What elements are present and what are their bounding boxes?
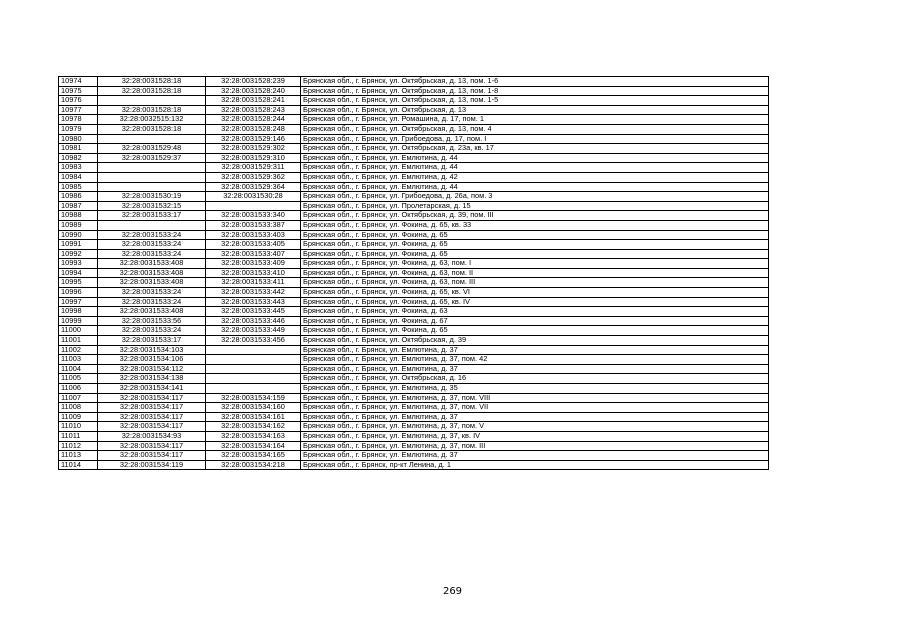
row-number-cell: 11006 xyxy=(59,384,98,394)
parent-cadastral-number-cell: 32:28:0031528:18 xyxy=(98,77,206,87)
table-row xyxy=(59,105,769,115)
row-number-cell: 10979 xyxy=(59,124,98,134)
parent-cadastral-number-cell xyxy=(98,220,206,230)
table-row xyxy=(59,268,769,278)
cadastral-number-cell: 32:28:0031533:407 xyxy=(206,249,301,259)
parent-cadastral-number-cell xyxy=(98,96,206,106)
cadastral-number-cell xyxy=(206,364,301,374)
cadastral-number-cell: 32:28:0031534:218 xyxy=(206,460,301,470)
table-row xyxy=(59,326,769,336)
address-cell: Брянская обл., г. Брянск, ул. Фокина, д. 65, кв. VI xyxy=(301,288,769,298)
address-cell: Брянская обл., г. Брянск, ул. Октябрьская, д. 23а, кв. 17 xyxy=(301,144,769,154)
table-row xyxy=(59,124,769,134)
table-row xyxy=(59,288,769,298)
address-cell: Брянская обл., г. Брянск, ул. Фокина, д. 63 xyxy=(301,307,769,317)
parent-cadastral-number-cell: 32:28:0031533:17 xyxy=(98,211,206,221)
row-number-cell: 10987 xyxy=(59,201,98,211)
cadastral-number-cell: 32:28:0031529:362 xyxy=(206,172,301,182)
table-row xyxy=(59,86,769,96)
cadastral-number-cell: 32:28:0031529:302 xyxy=(206,144,301,154)
cadastral-number-cell: 32:28:0031528:241 xyxy=(206,96,301,106)
address-cell: Брянская обл., г. Брянск, ул. Октябрьская, д. 13, пом. 4 xyxy=(301,124,769,134)
row-number-cell: 10986 xyxy=(59,192,98,202)
address-cell: Брянская обл., г. Брянск, ул. Октябрьская, д. 16 xyxy=(301,374,769,384)
row-number-cell: 10993 xyxy=(59,259,98,269)
address-cell: Брянская обл., г. Брянск, ул. Октябрьская, д. 39, пом. III xyxy=(301,211,769,221)
parent-cadastral-number-cell: 32:28:0031534:117 xyxy=(98,451,206,461)
table-row xyxy=(59,403,769,413)
parent-cadastral-number-cell: 32:28:0031530:19 xyxy=(98,192,206,202)
row-number-cell: 11011 xyxy=(59,431,98,441)
row-number-cell: 10982 xyxy=(59,153,98,163)
row-number-cell: 10974 xyxy=(59,77,98,87)
row-number-cell: 10975 xyxy=(59,86,98,96)
row-number-cell: 10984 xyxy=(59,172,98,182)
address-cell: Брянская обл., г. Брянск, ул. Фокина, д. 65 xyxy=(301,240,769,250)
cadastral-number-cell: 32:28:0031528:240 xyxy=(206,86,301,96)
cadastral-number-cell: 32:28:0031533:411 xyxy=(206,278,301,288)
parent-cadastral-number-cell: 32:28:0031534:112 xyxy=(98,364,206,374)
parent-cadastral-number-cell: 32:28:0031533:408 xyxy=(98,278,206,288)
table-row xyxy=(59,259,769,269)
parent-cadastral-number-cell: 32:28:0031528:18 xyxy=(98,86,206,96)
cadastral-number-cell: 32:28:0031533:405 xyxy=(206,240,301,250)
parent-cadastral-number-cell: 32:28:0031528:18 xyxy=(98,124,206,134)
table-row xyxy=(59,240,769,250)
parent-cadastral-number-cell xyxy=(98,172,206,182)
address-cell: Брянская обл., г. Брянск, ул. Фокина, д. 65 xyxy=(301,230,769,240)
cadastral-number-cell: 32:28:0031528:248 xyxy=(206,124,301,134)
row-number-cell: 11003 xyxy=(59,355,98,365)
cadastral-number-cell: 32:28:0031533:456 xyxy=(206,336,301,346)
row-number-cell: 10988 xyxy=(59,211,98,221)
cadastral-number-cell: 32:28:0031533:443 xyxy=(206,297,301,307)
parent-cadastral-number-cell: 32:28:0031533:24 xyxy=(98,326,206,336)
table-row xyxy=(59,374,769,384)
table-row xyxy=(59,220,769,230)
address-cell: Брянская обл., г. Брянск, ул. Емлютина, д. 37, пом. VIII xyxy=(301,393,769,403)
table-row xyxy=(59,144,769,154)
table-row xyxy=(59,172,769,182)
address-cell: Брянская обл., г. Брянск, ул. Октябрьская, д. 13, пом. 1-8 xyxy=(301,86,769,96)
cadastral-number-cell: 32:28:0031529:311 xyxy=(206,163,301,173)
cadastral-number-cell: 32:28:0031528:243 xyxy=(206,105,301,115)
table-row xyxy=(59,153,769,163)
address-cell: Брянская обл., г. Брянск, ул. Емлютина, д. 44 xyxy=(301,153,769,163)
address-cell: Брянская обл., г. Брянск, ул. Грибоедова, д. 17, пом. I xyxy=(301,134,769,144)
cadastral-number-cell: 32:28:0031534:161 xyxy=(206,412,301,422)
row-number-cell: 10992 xyxy=(59,249,98,259)
parent-cadastral-number-cell: 32:28:0031529:37 xyxy=(98,153,206,163)
address-cell: Брянская обл., г. Брянск, ул. Фокина, д. 65, кв. IV xyxy=(301,297,769,307)
row-number-cell: 10994 xyxy=(59,268,98,278)
row-number-cell: 10998 xyxy=(59,307,98,317)
parent-cadastral-number-cell: 32:28:0031533:408 xyxy=(98,307,206,317)
row-number-cell: 11008 xyxy=(59,403,98,413)
table-row xyxy=(59,201,769,211)
row-number-cell: 11014 xyxy=(59,460,98,470)
row-number-cell: 10995 xyxy=(59,278,98,288)
table-row xyxy=(59,230,769,240)
address-cell: Брянская обл., г. Брянск, ул. Октябрьская, д. 13, пом. 1-6 xyxy=(301,77,769,87)
cadastral-number-cell: 32:28:0031528:244 xyxy=(206,115,301,125)
cadastral-number-cell: 32:28:0031533:403 xyxy=(206,230,301,240)
address-cell: Брянская обл., г. Брянск, ул. Емлютина, д. 37, пом. VII xyxy=(301,403,769,413)
parent-cadastral-number-cell xyxy=(98,134,206,144)
address-cell: Брянская обл., г. Брянск, ул. Емлютина, д. 42 xyxy=(301,172,769,182)
parent-cadastral-number-cell: 32:28:0031534:93 xyxy=(98,431,206,441)
parent-cadastral-number-cell: 32:28:0031534:141 xyxy=(98,384,206,394)
parent-cadastral-number-cell: 32:28:0031534:138 xyxy=(98,374,206,384)
address-cell: Брянская обл., г. Брянск, ул. Ромашина, д. 17, пом. 1 xyxy=(301,115,769,125)
address-cell: Брянская обл., г. Брянск, ул. Емлютина, д. 44 xyxy=(301,182,769,192)
row-number-cell: 10990 xyxy=(59,230,98,240)
table-row xyxy=(59,412,769,422)
row-number-cell: 11013 xyxy=(59,451,98,461)
row-number-cell: 11002 xyxy=(59,345,98,355)
address-cell: Брянская обл., г. Брянск, ул. Грибоедова, д. 26а, пом. 3 xyxy=(301,192,769,202)
table-row xyxy=(59,192,769,202)
cadastral-number-cell: 32:28:0031533:449 xyxy=(206,326,301,336)
table-row xyxy=(59,451,769,461)
row-number-cell: 11001 xyxy=(59,336,98,346)
page-number: 269 xyxy=(442,586,463,597)
cadastral-number-cell: 32:28:0031529:146 xyxy=(206,134,301,144)
table-row xyxy=(59,336,769,346)
parent-cadastral-number-cell: 32:28:0031528:18 xyxy=(98,105,206,115)
parent-cadastral-number-cell: 32:28:0031533:408 xyxy=(98,259,206,269)
address-cell: Брянская обл., г. Брянск, ул. Емлютина, д. 37 xyxy=(301,451,769,461)
address-cell: Брянская обл., г. Брянск, ул. Емлютина, д. 37, пом. 42 xyxy=(301,355,769,365)
address-cell: Брянская обл., г. Брянск, ул. Емлютина, д. 35 xyxy=(301,384,769,394)
parent-cadastral-number-cell: 32:28:0031533:24 xyxy=(98,249,206,259)
table-row xyxy=(59,384,769,394)
cadastral-number-cell: 32:28:0031533:446 xyxy=(206,316,301,326)
parent-cadastral-number-cell: 32:28:0032515:132 xyxy=(98,115,206,125)
parent-cadastral-number-cell: 32:28:0031534:117 xyxy=(98,403,206,413)
address-cell: Брянская обл., г. Брянск, ул. Емлютина, д. 37 xyxy=(301,345,769,355)
table-row xyxy=(59,431,769,441)
address-cell: Брянская обл., г. Брянск, ул. Фокина, д. 65 xyxy=(301,249,769,259)
table-row xyxy=(59,249,769,259)
table-row xyxy=(59,316,769,326)
table-row xyxy=(59,297,769,307)
cadastral-number-cell: 32:28:0031534:164 xyxy=(206,441,301,451)
address-cell: Брянская обл., г. Брянск, ул. Емлютина, д. 37, пом. V xyxy=(301,422,769,432)
row-number-cell: 11004 xyxy=(59,364,98,374)
parent-cadastral-number-cell: 32:28:0031534:117 xyxy=(98,412,206,422)
parent-cadastral-number-cell: 32:28:0031529:48 xyxy=(98,144,206,154)
row-number-cell: 10991 xyxy=(59,240,98,250)
row-number-cell: 10983 xyxy=(59,163,98,173)
cadastral-number-cell: 32:28:0031533:387 xyxy=(206,220,301,230)
table-row xyxy=(59,163,769,173)
parent-cadastral-number-cell: 32:28:0031533:24 xyxy=(98,230,206,240)
row-number-cell: 10996 xyxy=(59,288,98,298)
table-row xyxy=(59,422,769,432)
cadastral-number-cell: 32:28:0031534:165 xyxy=(206,451,301,461)
cadastral-number-cell xyxy=(206,384,301,394)
address-cell: Брянская обл., г. Брянск, ул. Фокина, д. 65 xyxy=(301,326,769,336)
parent-cadastral-number-cell: 32:28:0031534:103 xyxy=(98,345,206,355)
table-row xyxy=(59,134,769,144)
table-row xyxy=(59,211,769,221)
cadastral-number-cell: 32:28:0031534:160 xyxy=(206,403,301,413)
row-number-cell: 10989 xyxy=(59,220,98,230)
table-row xyxy=(59,355,769,365)
table-row xyxy=(59,77,769,87)
cadastral-number-cell xyxy=(206,201,301,211)
address-cell: Брянская обл., г. Брянск, ул. Емлютина, д. 37 xyxy=(301,412,769,422)
row-number-cell: 10978 xyxy=(59,115,98,125)
table-row xyxy=(59,182,769,192)
row-number-cell: 11012 xyxy=(59,441,98,451)
cadastral-number-cell: 32:28:0031528:239 xyxy=(206,77,301,87)
address-cell: Брянская обл., г. Брянск, ул. Фокина, д. 65, кв. 33 xyxy=(301,220,769,230)
parent-cadastral-number-cell: 32:28:0031534:117 xyxy=(98,441,206,451)
row-number-cell: 11010 xyxy=(59,422,98,432)
cadastral-number-cell: 32:28:0031533:340 xyxy=(206,211,301,221)
address-cell: Брянская обл., г. Брянск, ул. Емлютина, д. 44 xyxy=(301,163,769,173)
parent-cadastral-number-cell: 32:28:0031533:24 xyxy=(98,288,206,298)
registry-table-body xyxy=(59,77,769,470)
property-registry-table xyxy=(58,76,769,470)
parent-cadastral-number-cell: 32:28:0031533:17 xyxy=(98,336,206,346)
row-number-cell: 11007 xyxy=(59,393,98,403)
row-number-cell: 10980 xyxy=(59,134,98,144)
cadastral-number-cell: 32:28:0031534:162 xyxy=(206,422,301,432)
row-number-cell: 10985 xyxy=(59,182,98,192)
cadastral-number-cell xyxy=(206,355,301,365)
address-cell: Брянская обл., г. Брянск, ул. Емлютина, д. 37, пом. III xyxy=(301,441,769,451)
parent-cadastral-number-cell: 32:28:0031532:15 xyxy=(98,201,206,211)
table-row xyxy=(59,345,769,355)
address-cell: Брянская обл., г. Брянск, ул. Октябрьская, д. 13 xyxy=(301,105,769,115)
table-row xyxy=(59,278,769,288)
address-cell: Брянская обл., г. Брянск, пр-кт Ленина, д. 1 xyxy=(301,460,769,470)
parent-cadastral-number-cell: 32:28:0031533:24 xyxy=(98,297,206,307)
row-number-cell: 10977 xyxy=(59,105,98,115)
table-row xyxy=(59,307,769,317)
row-number-cell: 11005 xyxy=(59,374,98,384)
cadastral-number-cell xyxy=(206,374,301,384)
cadastral-number-cell: 32:28:0031534:163 xyxy=(206,431,301,441)
address-cell: Брянская обл., г. Брянск, ул. Емлютина, д. 37, кв. IV xyxy=(301,431,769,441)
parent-cadastral-number-cell: 32:28:0031533:56 xyxy=(98,316,206,326)
cadastral-number-cell: 32:28:0031534:159 xyxy=(206,393,301,403)
cadastral-number-cell: 32:28:0031533:442 xyxy=(206,288,301,298)
address-cell: Брянская обл., г. Брянск, ул. Пролетарская, д. 15 xyxy=(301,201,769,211)
cadastral-number-cell xyxy=(206,345,301,355)
cadastral-number-cell: 32:28:0031530:28 xyxy=(206,192,301,202)
parent-cadastral-number-cell xyxy=(98,182,206,192)
table-row xyxy=(59,460,769,470)
cadastral-number-cell: 32:28:0031533:445 xyxy=(206,307,301,317)
parent-cadastral-number-cell: 32:28:0031534:119 xyxy=(98,460,206,470)
address-cell: Брянская обл., г. Брянск, ул. Фокина, д. 63, пом. II xyxy=(301,268,769,278)
row-number-cell: 11009 xyxy=(59,412,98,422)
address-cell: Брянская обл., г. Брянск, ул. Емлютина, д. 37 xyxy=(301,364,769,374)
table-row xyxy=(59,115,769,125)
address-cell: Брянская обл., г. Брянск, ул. Фокина, д. 63, пом. III xyxy=(301,278,769,288)
row-number-cell: 10976 xyxy=(59,96,98,106)
parent-cadastral-number-cell: 32:28:0031534:106 xyxy=(98,355,206,365)
table-row xyxy=(59,393,769,403)
table-row xyxy=(59,96,769,106)
cadastral-number-cell: 32:28:0031533:410 xyxy=(206,268,301,278)
address-cell: Брянская обл., г. Брянск, ул. Октябрьская, д. 13, пом. 1-5 xyxy=(301,96,769,106)
parent-cadastral-number-cell: 32:28:0031534:117 xyxy=(98,393,206,403)
address-cell: Брянская обл., г. Брянск, ул. Фокина, д. 63, пом. I xyxy=(301,259,769,269)
row-number-cell: 10997 xyxy=(59,297,98,307)
parent-cadastral-number-cell: 32:28:0031534:117 xyxy=(98,422,206,432)
table-row xyxy=(59,364,769,374)
cadastral-number-cell: 32:28:0031533:409 xyxy=(206,259,301,269)
cadastral-number-cell: 32:28:0031529:310 xyxy=(206,153,301,163)
parent-cadastral-number-cell: 32:28:0031533:408 xyxy=(98,268,206,278)
row-number-cell: 10999 xyxy=(59,316,98,326)
row-number-cell: 10981 xyxy=(59,144,98,154)
address-cell: Брянская обл., г. Брянск, ул. Октябрьская, д. 39 xyxy=(301,336,769,346)
row-number-cell: 11000 xyxy=(59,326,98,336)
parent-cadastral-number-cell: 32:28:0031533:24 xyxy=(98,240,206,250)
table-row xyxy=(59,441,769,451)
address-cell: Брянская обл., г. Брянск, ул. Фокина, д. 67 xyxy=(301,316,769,326)
parent-cadastral-number-cell xyxy=(98,163,206,173)
cadastral-number-cell: 32:28:0031529:364 xyxy=(206,182,301,192)
